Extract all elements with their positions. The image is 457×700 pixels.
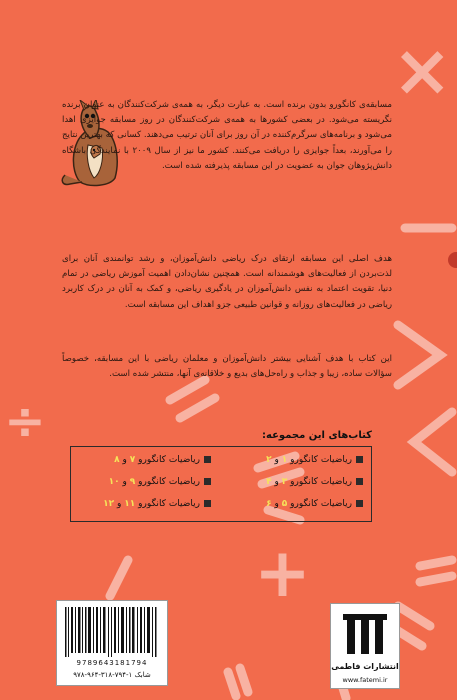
- barcode-digits: 9789643181794: [76, 659, 148, 667]
- series-item-1-2: ریاضیات کانگورو ۱ و ۲: [266, 455, 363, 465]
- series-item-5-6: ریاضیات کانگورو ۵ و ۶: [266, 499, 363, 509]
- series-item-9-10: ریاضیات کانگورو ۹ و ۱۰: [109, 477, 211, 487]
- plus-icon: +: [254, 534, 311, 613]
- publisher-logo-box: [330, 603, 400, 689]
- goals-paragraph: هدف اصلی این مسابقه ارتقای درک ریاضی دانش‌آموزان، و رشد توانمندی آنان برای لذت‌بردن از فعالیت‌های هوشمندانه است. همچنین نشان‌دادن اهمیت آموزش ریاضی در تمام دنیا، تقویت اعتماد به نفس دانش‌آموزان در یادگیری ریاضی، و کمک به آنان در درک کاربرد ریاضی در فعالیت‌های روزانه و قوانین طبیعی جزو اهداف این مسابقه است.: [62, 254, 392, 310]
- book-series-list: [72, 430, 372, 520]
- square-bullet-icon: [204, 478, 211, 485]
- publisher-logo-icon: [331, 610, 399, 660]
- barcode-box: [56, 600, 168, 686]
- book-purpose-paragraph: این کتاب با هدف آشنایی بیشتر دانش‌آموزان و معلمان ریاضی با این مسابقه، خصوصاً سؤالات ساده، زیبا و جذاب و راه‌حل‌های بدیع و خلاقانه‌ی آنها، منتشر شده است.: [62, 354, 392, 380]
- times-icon: ×: [392, 28, 453, 112]
- square-bullet-icon: [356, 478, 363, 485]
- square-bullet-icon: [204, 456, 211, 463]
- barcode-image: [57, 607, 167, 661]
- publisher-url: www.fatemi.ir: [342, 676, 388, 684]
- series-box: [70, 446, 372, 522]
- series-item-7-8: ریاضیات کانگورو ۷ و ۸: [114, 455, 211, 465]
- series-item-3-4: ریاضیات کانگورو ۳ و ۴: [266, 477, 363, 487]
- intro-paragraph: مسابقه‌ی کانگورو بدون برنده است. به عبارت دیگر، به همه‌ی شرکت‌کنندگان به عنوان برنده نگریسته می‌شود. در بعضی کشورها به همه‌ی شرکت‌کنندگان در روز مسابقه جوایزی اهدا می‌شود و برنامه‌های سرگرم‌کننده در آن روز برای آنان ترتیب می‌دهند. کسانی که بهترین نتایج را می‌آورند، بعداً جوایزی را دریافت می‌کنند. کشور ما نیز از سال ۲۰۰۹ با نمایندگی باشگاه دانش‌پژوهان جوان به عضویت در این مسابقه پذیرفته شده است.: [62, 100, 393, 171]
- divide-icon: ÷: [4, 392, 46, 450]
- series-title: کتاب‌های این مجموعه:: [262, 430, 372, 441]
- square-bullet-icon: [356, 500, 363, 507]
- series-item-11-12: ریاضیات کانگورو ۱۱ و ۱۲: [103, 499, 211, 509]
- square-bullet-icon: [204, 500, 211, 507]
- publisher-name: انتشارات فاطمی: [331, 662, 399, 671]
- isbn-line: شابک ۱-۷۹۴-۳۱۸-۹۶۴-۹۷۸: [73, 671, 151, 679]
- square-bullet-icon: [356, 456, 363, 463]
